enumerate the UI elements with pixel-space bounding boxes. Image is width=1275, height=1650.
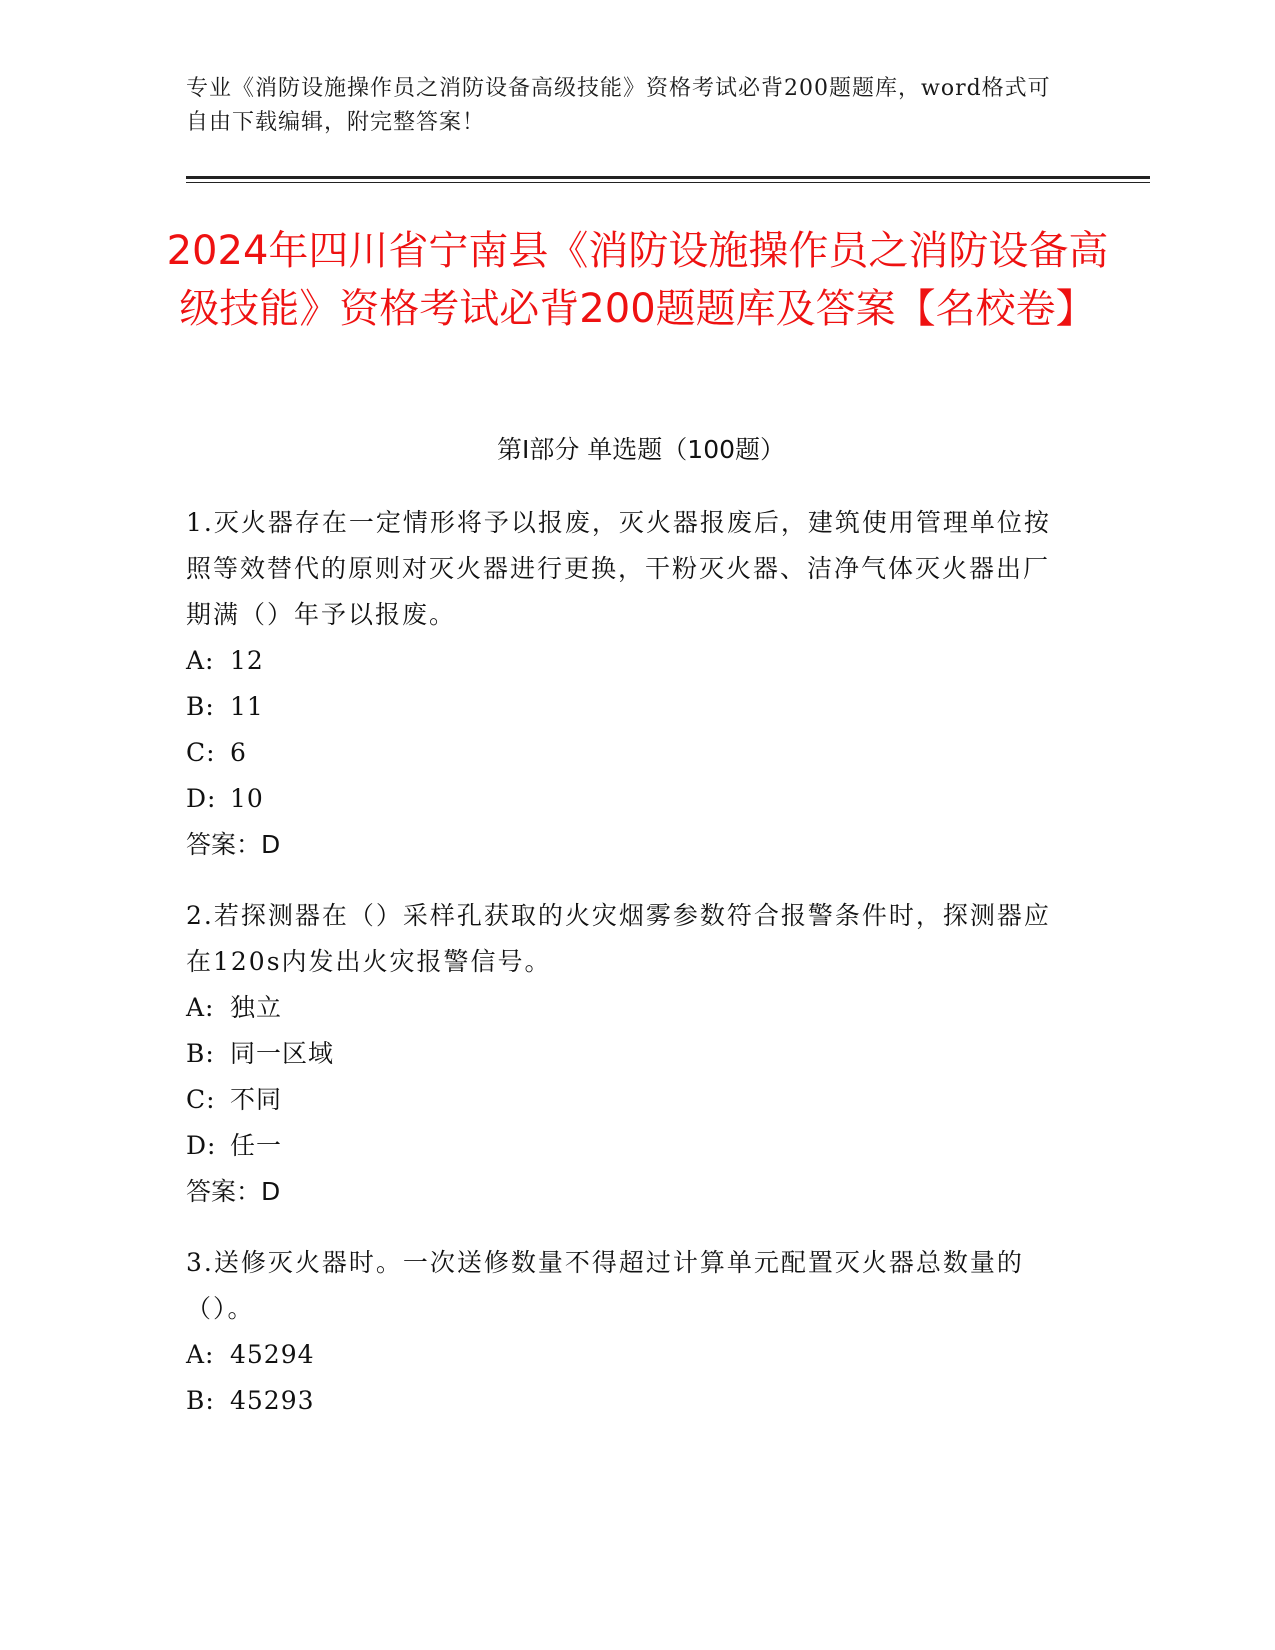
document-title: 2024年四川省宁南县《消防设施操作员之消防设备高级技能》资格考试必背200题题库及答案【名校卷】: [166, 228, 1109, 332]
option-value: 11: [230, 692, 264, 721]
option-value: 10: [230, 784, 264, 813]
option-a: [186, 1332, 1066, 1378]
header-divider-thin: [186, 182, 1150, 183]
option-d: [186, 1123, 1066, 1169]
option-key: D:: [186, 784, 217, 813]
question-text: 2.若探测器在（）采样孔获取的火灾烟雾参数符合报警条件时，探测器应在120s内发出火灾报警信号。: [186, 901, 1051, 976]
question-text: 1.灭火器存在一定情形将予以报废，灭火器报废后，建筑使用管理单位按照等效替代的原则对灭火器进行更换，干粉灭火器、洁净气体灭火器出厂期满（）年予以报废。: [186, 508, 1051, 629]
option-value: 45293: [230, 1386, 315, 1415]
option-a: [186, 985, 1066, 1031]
option-b: [186, 1378, 1066, 1424]
option-key: C:: [186, 1085, 216, 1114]
option-key: B:: [186, 692, 215, 721]
option-value: 任一: [230, 1131, 283, 1160]
option-key: D:: [186, 1131, 217, 1160]
option-c: [186, 1077, 1066, 1123]
section-title: 第Ⅰ部分 单选题（100题）: [496, 435, 786, 464]
answer: 答案：D: [186, 830, 281, 859]
question-text: 3.送修灭火器时。一次送修数量不得超过计算单元配置灭火器总数量的（）。: [186, 1248, 1024, 1323]
question-3: [186, 1240, 1066, 1424]
option-d: [186, 776, 1066, 822]
question-1: [186, 500, 1066, 868]
option-b: [186, 1031, 1066, 1077]
option-value: 12: [230, 646, 264, 675]
option-key: B:: [186, 1039, 215, 1068]
answer: 答案：D: [186, 1177, 281, 1206]
option-value: 同一区域: [230, 1039, 335, 1068]
option-value: 不同: [230, 1085, 283, 1114]
header-divider-thick: [186, 176, 1150, 179]
option-value: 独立: [230, 993, 283, 1022]
option-key: A:: [186, 1340, 215, 1369]
option-value: 45294: [230, 1340, 315, 1369]
option-key: B:: [186, 1386, 215, 1415]
option-key: A:: [186, 993, 215, 1022]
option-c: [186, 730, 1066, 776]
question-2: [186, 893, 1066, 1215]
header-note: 专业《消防设施操作员之消防设备高级技能》资格考试必背200题题库，word格式可自由下载编辑，附完整答案！: [186, 76, 1051, 135]
option-key: A:: [186, 646, 215, 675]
option-value: 6: [230, 738, 247, 767]
option-a: [186, 638, 1066, 684]
option-b: [186, 684, 1066, 730]
option-key: C:: [186, 738, 216, 767]
